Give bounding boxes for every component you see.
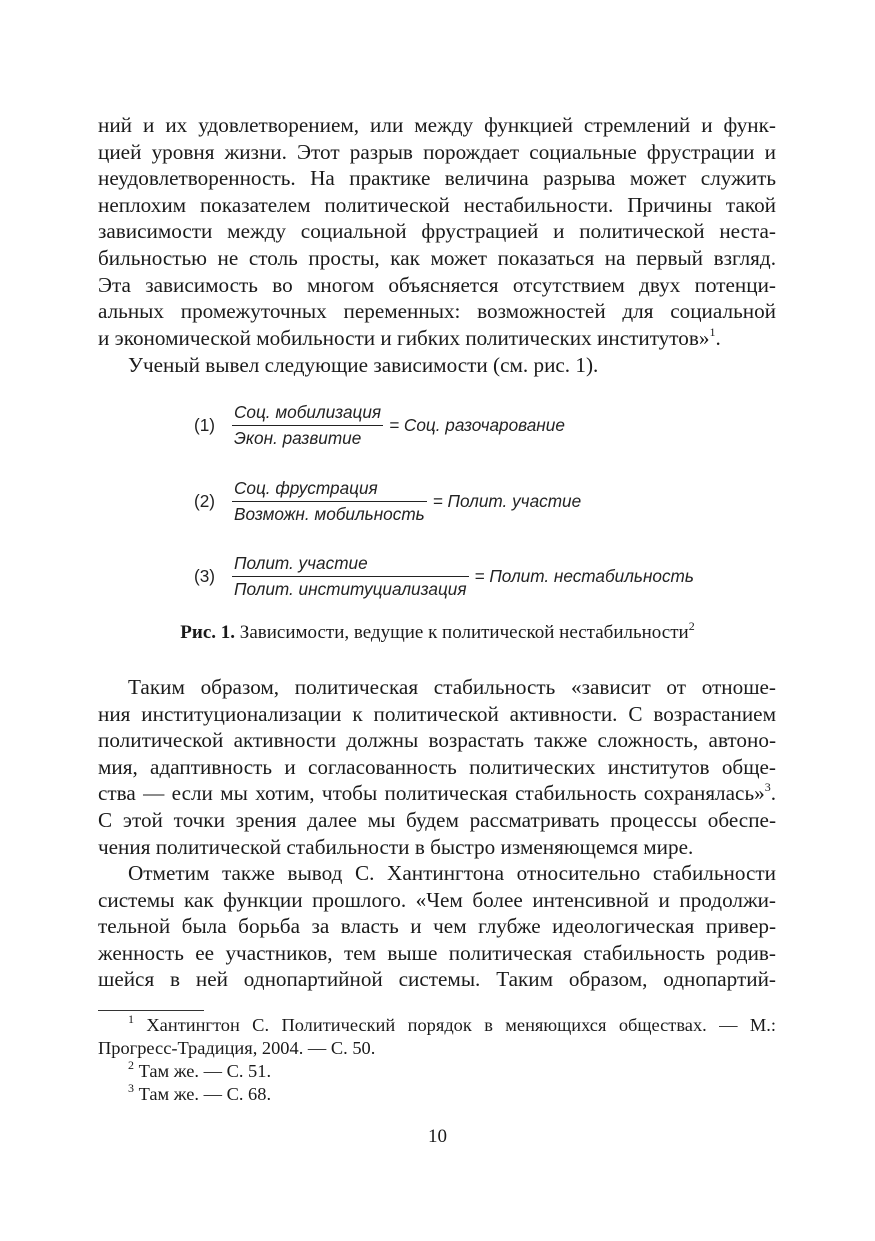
text-line: альных промежуточных переменных: возможностей для социальной: [98, 299, 776, 324]
text-line: ния институционализации к политической активности. С возрастанием: [98, 701, 776, 726]
text-line: Таким образом, политическая стабильность «зависит от отноше-: [128, 675, 776, 699]
text-line: и экономической мобильности и гибких политических институтов»$^1$.: [98, 324, 721, 350]
text-line: политической активности должны возрастать также сложность, автоно-: [98, 728, 776, 753]
text-line: тельной была борьба за власть и чем глубже идеологическая привер-: [98, 914, 776, 939]
fraction-denominator: Экон. развитие: [234, 428, 362, 448]
formula-number: (1): [194, 415, 216, 435]
paragraph-intro-figure: [98, 352, 776, 379]
paragraph-continuation: [98, 112, 776, 351]
figure-caption-text: Зависимости, ведущие к политической нестабильности: [239, 622, 689, 643]
fraction-numerator: Полит. участие: [232, 553, 469, 577]
footnote-3: [98, 1080, 776, 1106]
figure-formula-3: [194, 553, 694, 600]
figure-formula-1: [194, 402, 565, 449]
figure-caption-label: Рис. 1.: [180, 622, 236, 643]
fraction-numerator: Соц. фрустрация: [232, 478, 427, 502]
text-line: неудовлетворенность. На практике величина разрыва может служить: [98, 166, 776, 191]
figure-caption: [0, 618, 875, 644]
formula-result: = Соц. разочарование: [389, 415, 565, 435]
text-line: зависимости между социальной фрустрацией и политической неста-: [98, 219, 776, 244]
footnote-text: Там же. — С. 51.: [138, 1061, 272, 1081]
footnote-text: Там же. — С. 68.: [138, 1084, 272, 1104]
page-number: 10: [428, 1126, 447, 1147]
text-line: ства — если мы хотим, чтобы политическая стабильность сохранялась»$^3$.: [98, 780, 776, 806]
text-line: бильностью не столь просты, как может показаться на первый взгляд.: [98, 245, 776, 270]
formula-number: (3): [194, 566, 216, 586]
footnote-1: [98, 1011, 776, 1037]
footnote-text: Хантингтон С. Политический порядок в меняющихся обществах. — М.:: [146, 1015, 776, 1035]
footnote-separator: [98, 1010, 204, 1011]
text-line: чения политической стабильности в быстро изменяющемся мире.: [98, 834, 694, 859]
text-line-content: и экономической мобильности и гибких политических институтов»: [98, 325, 710, 350]
text-line: неплохим показателем политической нестабильности. Причины такой: [98, 192, 776, 217]
footnote-1-continuation: Прогресс-Традиция, 2004. — С. 50.: [98, 1038, 376, 1058]
fraction-denominator: Полит. институциализация: [234, 579, 467, 599]
footnote-mark: 2: [128, 1057, 134, 1072]
footnote-ref: 2: [688, 618, 695, 633]
text-line: ний и их удовлетворением, или между функцией стремлений и функ-: [98, 113, 776, 137]
text-line: С этой точки зрения далее мы будем рассматривать процессы обеспе-: [98, 807, 776, 832]
footnote-ref: 3: [764, 780, 771, 795]
text-line: Эта зависимость во многом объясняется отсутствием двух потенци-: [98, 272, 776, 297]
fraction: [232, 402, 383, 449]
fraction-denominator: Возможн. мобильность: [234, 504, 425, 524]
text-line: системы как функции прошлого. «Чем более интенсивной и продолжи-: [98, 887, 776, 912]
text-line-content: ства — если мы хотим, чтобы политическая стабильность сохранялась»: [98, 781, 765, 806]
text-line: цией уровня жизни. Этот разрыв порождает социальные фрустрации и: [98, 139, 776, 164]
text-line: Отметим также вывод С. Хантингтона относительно стабильности: [128, 861, 776, 885]
footnote-mark: 1: [128, 1011, 134, 1026]
footnote-mark: 3: [128, 1080, 134, 1095]
text-line: Ученый вывел следующие зависимости (см. рис. 1).: [128, 353, 599, 377]
text-line: женность ее участников, тем выше политическая стабильность родив-: [98, 940, 776, 965]
paragraph-huntington: [98, 860, 776, 993]
fraction: [232, 553, 469, 600]
paragraph-stability: [98, 674, 776, 860]
fraction-numerator: Соц. мобилизация: [232, 402, 383, 426]
fraction: [232, 478, 427, 525]
figure-formula-2: [194, 478, 581, 525]
footnote-ref: 1: [709, 324, 716, 339]
formula-number: (2): [194, 491, 216, 511]
formula-result: = Полит. нестабильность: [474, 566, 694, 586]
footnote-2: [98, 1057, 776, 1083]
text-line: мия, адаптивность и согласованность политических институтов обще-: [98, 754, 776, 779]
formula-result: = Полит. участие: [432, 491, 582, 511]
text-line: шейся в ней однопартийной системы. Таким образом, однопартий-: [98, 967, 776, 992]
footnotes: [98, 1011, 776, 1106]
